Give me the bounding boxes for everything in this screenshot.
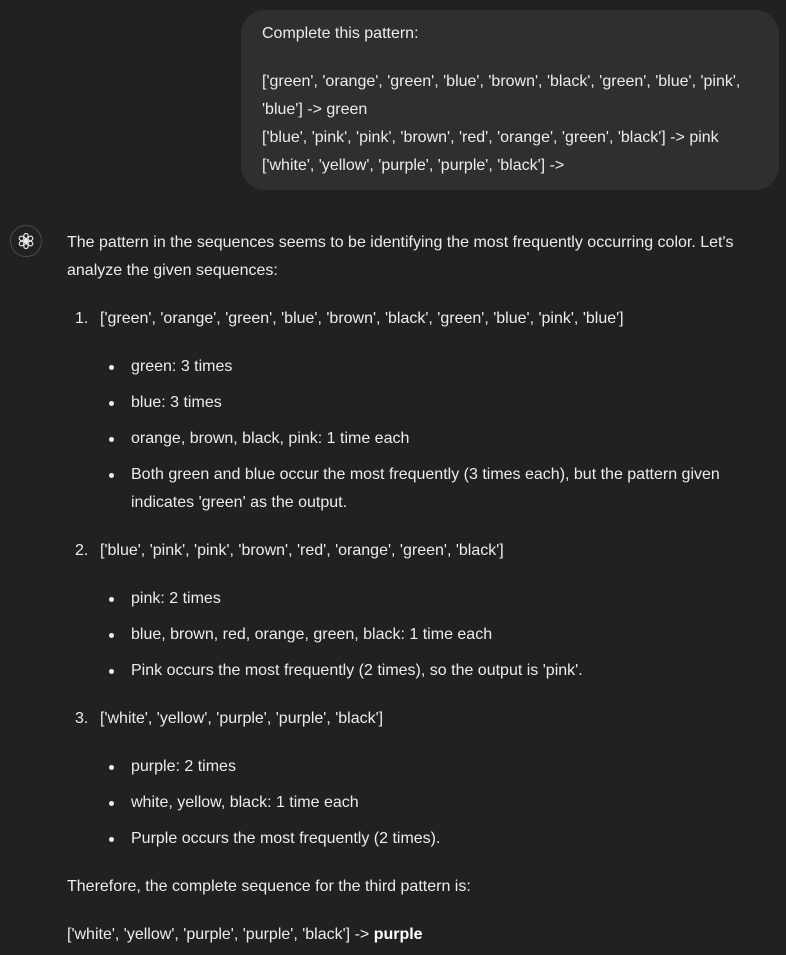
list-number: 2. (75, 542, 89, 559)
assistant-avatar (10, 225, 42, 257)
list-item: Purple occurs the most frequently (2 times). (100, 825, 767, 853)
final-sequence: ['white', 'yellow', 'purple', 'purple', 'black'] -> (67, 926, 374, 943)
sequence-text: ['green', 'orange', 'green', 'blue', 'brown', 'black', 'green', 'blue', 'pink', 'blue'] (100, 310, 624, 327)
user-message-line: ['green', 'orange', 'green', 'blue', 'brown', 'black', 'green', 'blue', 'pink', 'blue'] -> green (262, 73, 741, 118)
list-item: blue, brown, red, orange, green, black: 1 time each (100, 621, 767, 649)
list-item: orange, brown, black, pink: 1 time each (100, 425, 767, 453)
user-message-line: ['blue', 'pink', 'pink', 'brown', 'red', 'orange', 'green', 'black'] -> pink (262, 129, 719, 146)
sequence-text: ['white', 'yellow', 'purple', 'purple', 'black'] (100, 710, 384, 727)
user-message-bubble (241, 10, 779, 190)
openai-logo-icon (16, 231, 36, 251)
sequence-text: ['blue', 'pink', 'pink', 'brown', 'red', 'orange', 'green', 'black'] (100, 542, 504, 559)
assistant-message (67, 229, 767, 949)
user-message-line: ['white', 'yellow', 'purple', 'purple', 'black'] -> (262, 157, 565, 174)
sequence-list (67, 305, 767, 853)
final-answer-line (67, 921, 767, 949)
count-list (100, 753, 767, 853)
conclusion-text: Therefore, the complete sequence for the third pattern is: (67, 878, 471, 895)
list-number: 1. (75, 310, 89, 327)
list-item (67, 705, 767, 853)
count-list (100, 353, 767, 517)
list-item (67, 537, 767, 685)
list-item: blue: 3 times (100, 389, 767, 417)
list-item: Pink occurs the most frequently (2 times), so the output is 'pink'. (100, 657, 767, 685)
final-answer: purple (373, 926, 423, 943)
list-item: pink: 2 times (100, 585, 767, 613)
count-list (100, 585, 767, 685)
list-number: 3. (75, 710, 89, 727)
list-item: purple: 2 times (100, 753, 767, 781)
list-item (67, 305, 767, 517)
assistant-intro: The pattern in the sequences seems to be identifying the most frequently occurring color. Let's analyze the given sequences: (67, 234, 734, 279)
list-item: white, yellow, black: 1 time each (100, 789, 767, 817)
list-item: green: 3 times (100, 353, 767, 381)
list-item: Both green and blue occur the most frequently (3 times each), but the pattern given indicates 'green' as the output. (100, 461, 767, 517)
user-message-line: Complete this pattern: (262, 25, 419, 42)
